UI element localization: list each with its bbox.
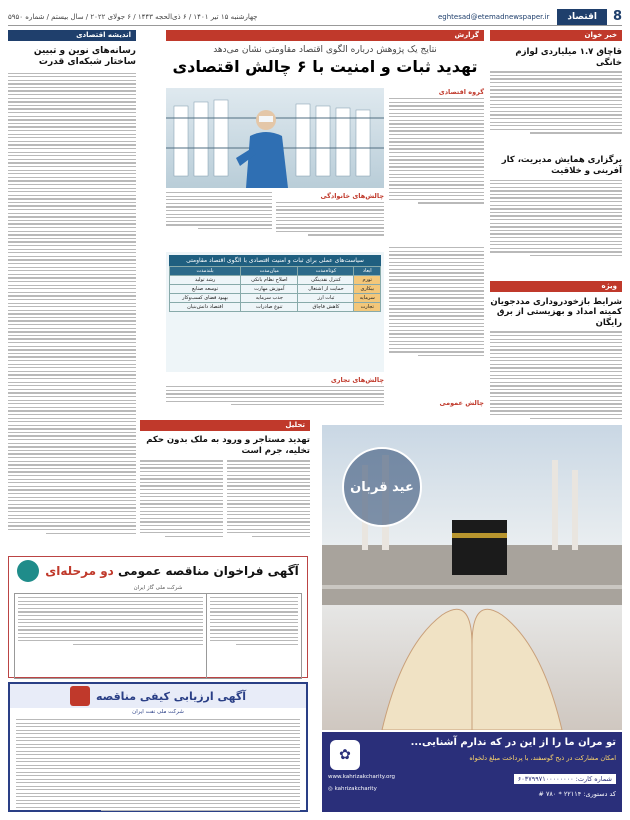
instagram-icon: ◎ xyxy=(328,786,335,792)
main-text-bottom xyxy=(166,376,384,410)
main-text-left xyxy=(166,192,272,247)
table-header: بلندمدت xyxy=(170,267,241,276)
tender-ad-1-title xyxy=(45,564,299,578)
tender-ad-1 xyxy=(8,556,308,678)
main-article xyxy=(166,30,484,410)
tender-ad-1-title-a: آگهی فراخوان مناقصه عمومی xyxy=(113,564,299,578)
brief-2-body xyxy=(490,180,622,275)
main-text-mid xyxy=(276,192,384,247)
table-row xyxy=(170,294,381,303)
tender-ad-1-grid xyxy=(14,593,302,679)
table-header: میان‌مدت xyxy=(241,267,298,276)
charity-ad xyxy=(322,732,622,812)
charity-ussd-code: کد دستوری: ۲۲۱۱۴ * ۷۸۰ # xyxy=(538,790,616,798)
special-tag: ویژه xyxy=(490,281,622,292)
brief-2-title: برگزاری همایش مدیریت، کار آفرینی و خلاقیت xyxy=(501,155,622,176)
main-body-5 xyxy=(166,386,384,410)
page-email[interactable]: eghtesad@etemadnewspaper.ir xyxy=(438,12,550,21)
table-cell: کاهش قاچاق xyxy=(298,303,354,312)
table-header: ابعاد xyxy=(354,267,381,276)
opinion-body xyxy=(8,73,136,553)
policy-table-caption: سیاست‌های عملی برای ثبات و امنیت اقتصادی با الگوی اقتصاد مقاومتی xyxy=(169,255,381,266)
table-cell: سرمایه xyxy=(354,294,381,303)
page-number: 8 xyxy=(612,9,622,24)
table-cell: کنترل نقدینگی xyxy=(298,276,354,285)
table-cell: بهبود فضای کسب‌وکار xyxy=(170,294,241,303)
main-body-2 xyxy=(389,247,484,397)
table-cell: توسعه صنایع xyxy=(170,285,241,294)
table-header: کوتاه‌مدت xyxy=(298,267,354,276)
table-row xyxy=(170,276,381,285)
news-brief-tag: خبر خوان xyxy=(490,30,622,41)
eid-photo xyxy=(322,425,622,730)
lower-article xyxy=(140,420,310,555)
main-sub-5: چالش عمومی xyxy=(439,399,484,408)
charity-instagram-text[interactable]: kahrizakcharity xyxy=(334,786,377,792)
charity-headline: تو مران ما را از این در که ندارم آشنایی... xyxy=(410,737,616,748)
eid-calligraphy: عید قربان xyxy=(342,447,422,527)
charity-card-number: شماره کارت: ۶۰۳۷۹۹۷۱۰۰۰۰۰۰۰۰ xyxy=(514,774,616,784)
main-headline: تهدید ثبات و امنیت با ۶ چالش اقتصادی xyxy=(172,57,478,76)
factory-photo xyxy=(166,88,384,188)
tender-ad-1-title-b: دو مرحله‌ای xyxy=(45,564,114,578)
charity-logo-icon: ✿ xyxy=(330,740,360,770)
main-sub-4: چالش‌های تجاری xyxy=(330,376,384,384)
policy-table-grid xyxy=(169,266,381,312)
section-label: اقتصاد xyxy=(557,9,607,25)
issue-date: چهارشنبه ۱۵ تیر ۱۴۰۱ / ۶ ذی‌الحجه ۱۴۴۳ / ۶ جولای ۲۰۲۲ / سال بیستم / شماره ۵۹۵۰ xyxy=(8,12,258,21)
table-cell: آموزش مهارت xyxy=(241,285,298,294)
lower-article-body xyxy=(140,460,310,560)
table-cell: تجارت xyxy=(354,303,381,312)
opinion-column xyxy=(8,30,136,550)
table-cell: ثبات ارز xyxy=(298,294,354,303)
main-article-tag: گزارش xyxy=(166,30,484,41)
table-cell: اقتصاد دانش‌بنیان xyxy=(170,303,241,312)
policy-table xyxy=(166,252,384,372)
gas-company-logo xyxy=(17,560,39,582)
charity-instagram[interactable] xyxy=(328,786,377,792)
main-body-3 xyxy=(276,202,384,242)
tender-ad-1-sub: شرکت ملی گاز ایران xyxy=(133,585,183,591)
main-sub-2: چالش‌های خانوادگی xyxy=(320,192,384,200)
tender-ad-2 xyxy=(8,682,308,812)
table-cell: جذب سرمایه xyxy=(241,294,298,303)
tender-ad-2-title: آگهی ارزیابی کیفی مناقصه xyxy=(95,689,247,703)
table-cell: بیکاری xyxy=(354,285,381,294)
charity-website[interactable] xyxy=(328,774,395,780)
main-kicker: نتایج یک پژوهش درباره الگوی اقتصاد مقاومتی نشان می‌دهد xyxy=(213,45,437,55)
page-header xyxy=(8,8,622,26)
brief-3-title: شرایط بازخودرو‌داری مددجویان کمیته امداد و بهزیستی از برق رایگان xyxy=(490,296,622,328)
table-cell: رشد تولید xyxy=(170,276,241,285)
brief-1-body xyxy=(490,71,622,149)
news-brief-column xyxy=(490,30,622,422)
table-cell: تورم xyxy=(354,276,381,285)
brief-1-title: قاچاق ۱.۷ میلیاردی لوازم خانگی xyxy=(515,47,622,68)
tender-ad-2-body xyxy=(10,717,306,813)
main-body-4 xyxy=(166,192,272,244)
lower-article-title: تهدید مستاجر و ورود به ملک بدون حکم تخلیه، جرم است xyxy=(146,435,310,456)
charity-sub: امکان مشارکت در ذبح گوسفند، با پرداخت مبلغ دلخواه xyxy=(469,754,616,762)
opinion-title: رسانه‌های نوین و تبیین ساختار شبکه‌ای قدرت xyxy=(33,46,136,68)
lower-article-tag: تحلیل xyxy=(140,420,310,431)
main-text-right xyxy=(389,88,484,408)
tender-ad-2-sub: شرکت ملی نفت ایران xyxy=(132,709,184,715)
main-body-1 xyxy=(389,98,484,243)
table-cell: اصلاح نظام بانکی xyxy=(241,276,298,285)
table-row xyxy=(170,303,381,312)
main-sub-1: گروه اقتصادی xyxy=(438,88,484,96)
oil-company-logo xyxy=(70,686,90,706)
opinion-tag: اندیشه اقتصادی xyxy=(8,30,136,41)
table-row xyxy=(170,285,381,294)
table-cell: تنوع صادرات xyxy=(241,303,298,312)
table-cell: حمایت از اشتغال xyxy=(298,285,354,294)
charity-website-text[interactable]: www.kahrizakcharity.org xyxy=(328,774,395,780)
